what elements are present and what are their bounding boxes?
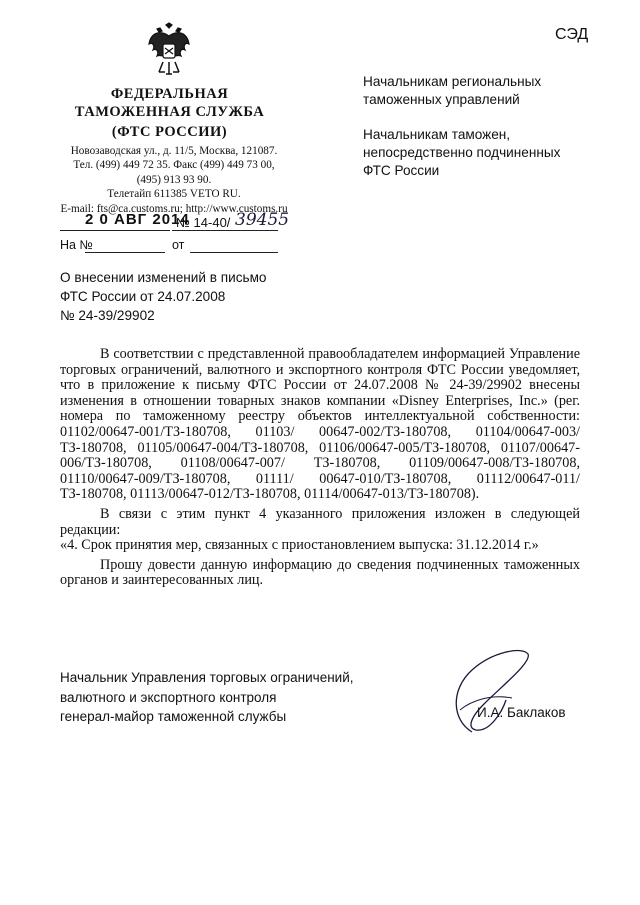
subject-line: О внесении изменений в письмо (60, 270, 267, 285)
signer-title-line: валютного и экспортного контроля (60, 689, 277, 705)
address-line: Новозаводская ул., д. 11/5, Москва, 121087. (70, 145, 278, 157)
address-line: Тел. (499) 449 72 35. Факс (499) 449 73 00, (73, 159, 275, 172)
registration-date: 2 0 АВГ 2014 (85, 211, 190, 228)
recipient-line: таможенных управлений (363, 92, 520, 107)
recipient-line: Начальникам региональных (363, 74, 542, 89)
sender-org-line1: ФЕДЕРАЛЬНАЯ (110, 86, 229, 102)
registration-number-handwritten: 39455 (235, 210, 290, 230)
ref-from-label: от (172, 238, 185, 252)
address-line: (495) 913 93 90. (136, 173, 212, 186)
number-underline (172, 230, 278, 231)
recipient-line: ФТС России (363, 163, 440, 178)
ref-number-blank (85, 252, 165, 253)
recipient-block-1 (363, 73, 541, 109)
corner-mark: СЭД (555, 26, 589, 43)
ref-number-label: На № (60, 238, 93, 252)
recipient-block-2 (363, 126, 560, 180)
coat-of-arms-emblem (145, 22, 193, 78)
sender-org-line3: (ФТС РОССИИ) (111, 124, 228, 140)
sender-org-line2: ТАМОЖЕННАЯ СЛУЖБА (74, 104, 265, 120)
ref-date-blank (190, 252, 278, 253)
body-paragraph-4: Прошу довести данную информацию до сведения подчиненных таможенных органов и заинтересованных лиц. (60, 556, 580, 589)
recipient-line: Начальникам таможен, (363, 127, 511, 142)
subject-line: № 24-39/29902 (60, 308, 155, 323)
signer-title-line: Начальник Управления торговых ограничений, (60, 670, 354, 685)
body-paragraph-2: В связи с этим пункт 4 указанного приложения изложен в следующей редакции: (60, 505, 580, 538)
recipient-line: непосредственно подчиненных (363, 145, 561, 160)
registration-number-label: № 14-40/ (176, 215, 231, 230)
signer-title (60, 668, 354, 727)
address-line: E-mail: fts@ca.customs.ru; http://www.customs.ru (60, 202, 288, 215)
sender-address (55, 144, 293, 216)
date-underline (60, 230, 170, 231)
letter-body (60, 347, 580, 589)
signer-title-line: генерал-майор таможенной службы (60, 709, 287, 724)
body-paragraph-1: В соответствии с представленной правообладателем информацией Управление торговых ограничений, валютного и экспортного контроля ФТС России уведомляет, что в приложение к письму ФТС России от 24.07.2008 № 24-39/29902 внесены изменения в отношении товарных знаков компании «Disney Enterprises, Inc.» (рег. номера по таможенному реестру объектов интеллектуальной собственности: 01102/00647-001/ТЗ-180708, 01103/ 00647-002/ТЗ-180708, 01104/00647-003/ТЗ-180708, 01105/00647-004/ТЗ-180708, 01106/00647-005/ТЗ-180708, 01107/00647-006/ТЗ-180708, 01108/00647-007/ ТЗ-180708, 01109/00647-008/ТЗ-180708, 01110/00647-009/ТЗ-180708, 01111/ 00647-010/ТЗ-180708, 01112/00647-011/ТЗ-180708, 01113/00647-012/ТЗ-180708, 01114/00647-013/ТЗ-180708). (60, 346, 580, 503)
handwritten-signature (432, 640, 542, 740)
subject-line: ФТС России от 24.07.2008 (60, 289, 226, 304)
address-line: Телетайп 611385 VETO RU. (107, 188, 241, 201)
letter-subject (60, 268, 266, 325)
signer-name: И.А. Баклаков (477, 705, 566, 720)
body-paragraph-3: «4. Срок принятия мер, связанных с приостановлением выпуска: 31.12.2014 г.» (60, 537, 539, 554)
